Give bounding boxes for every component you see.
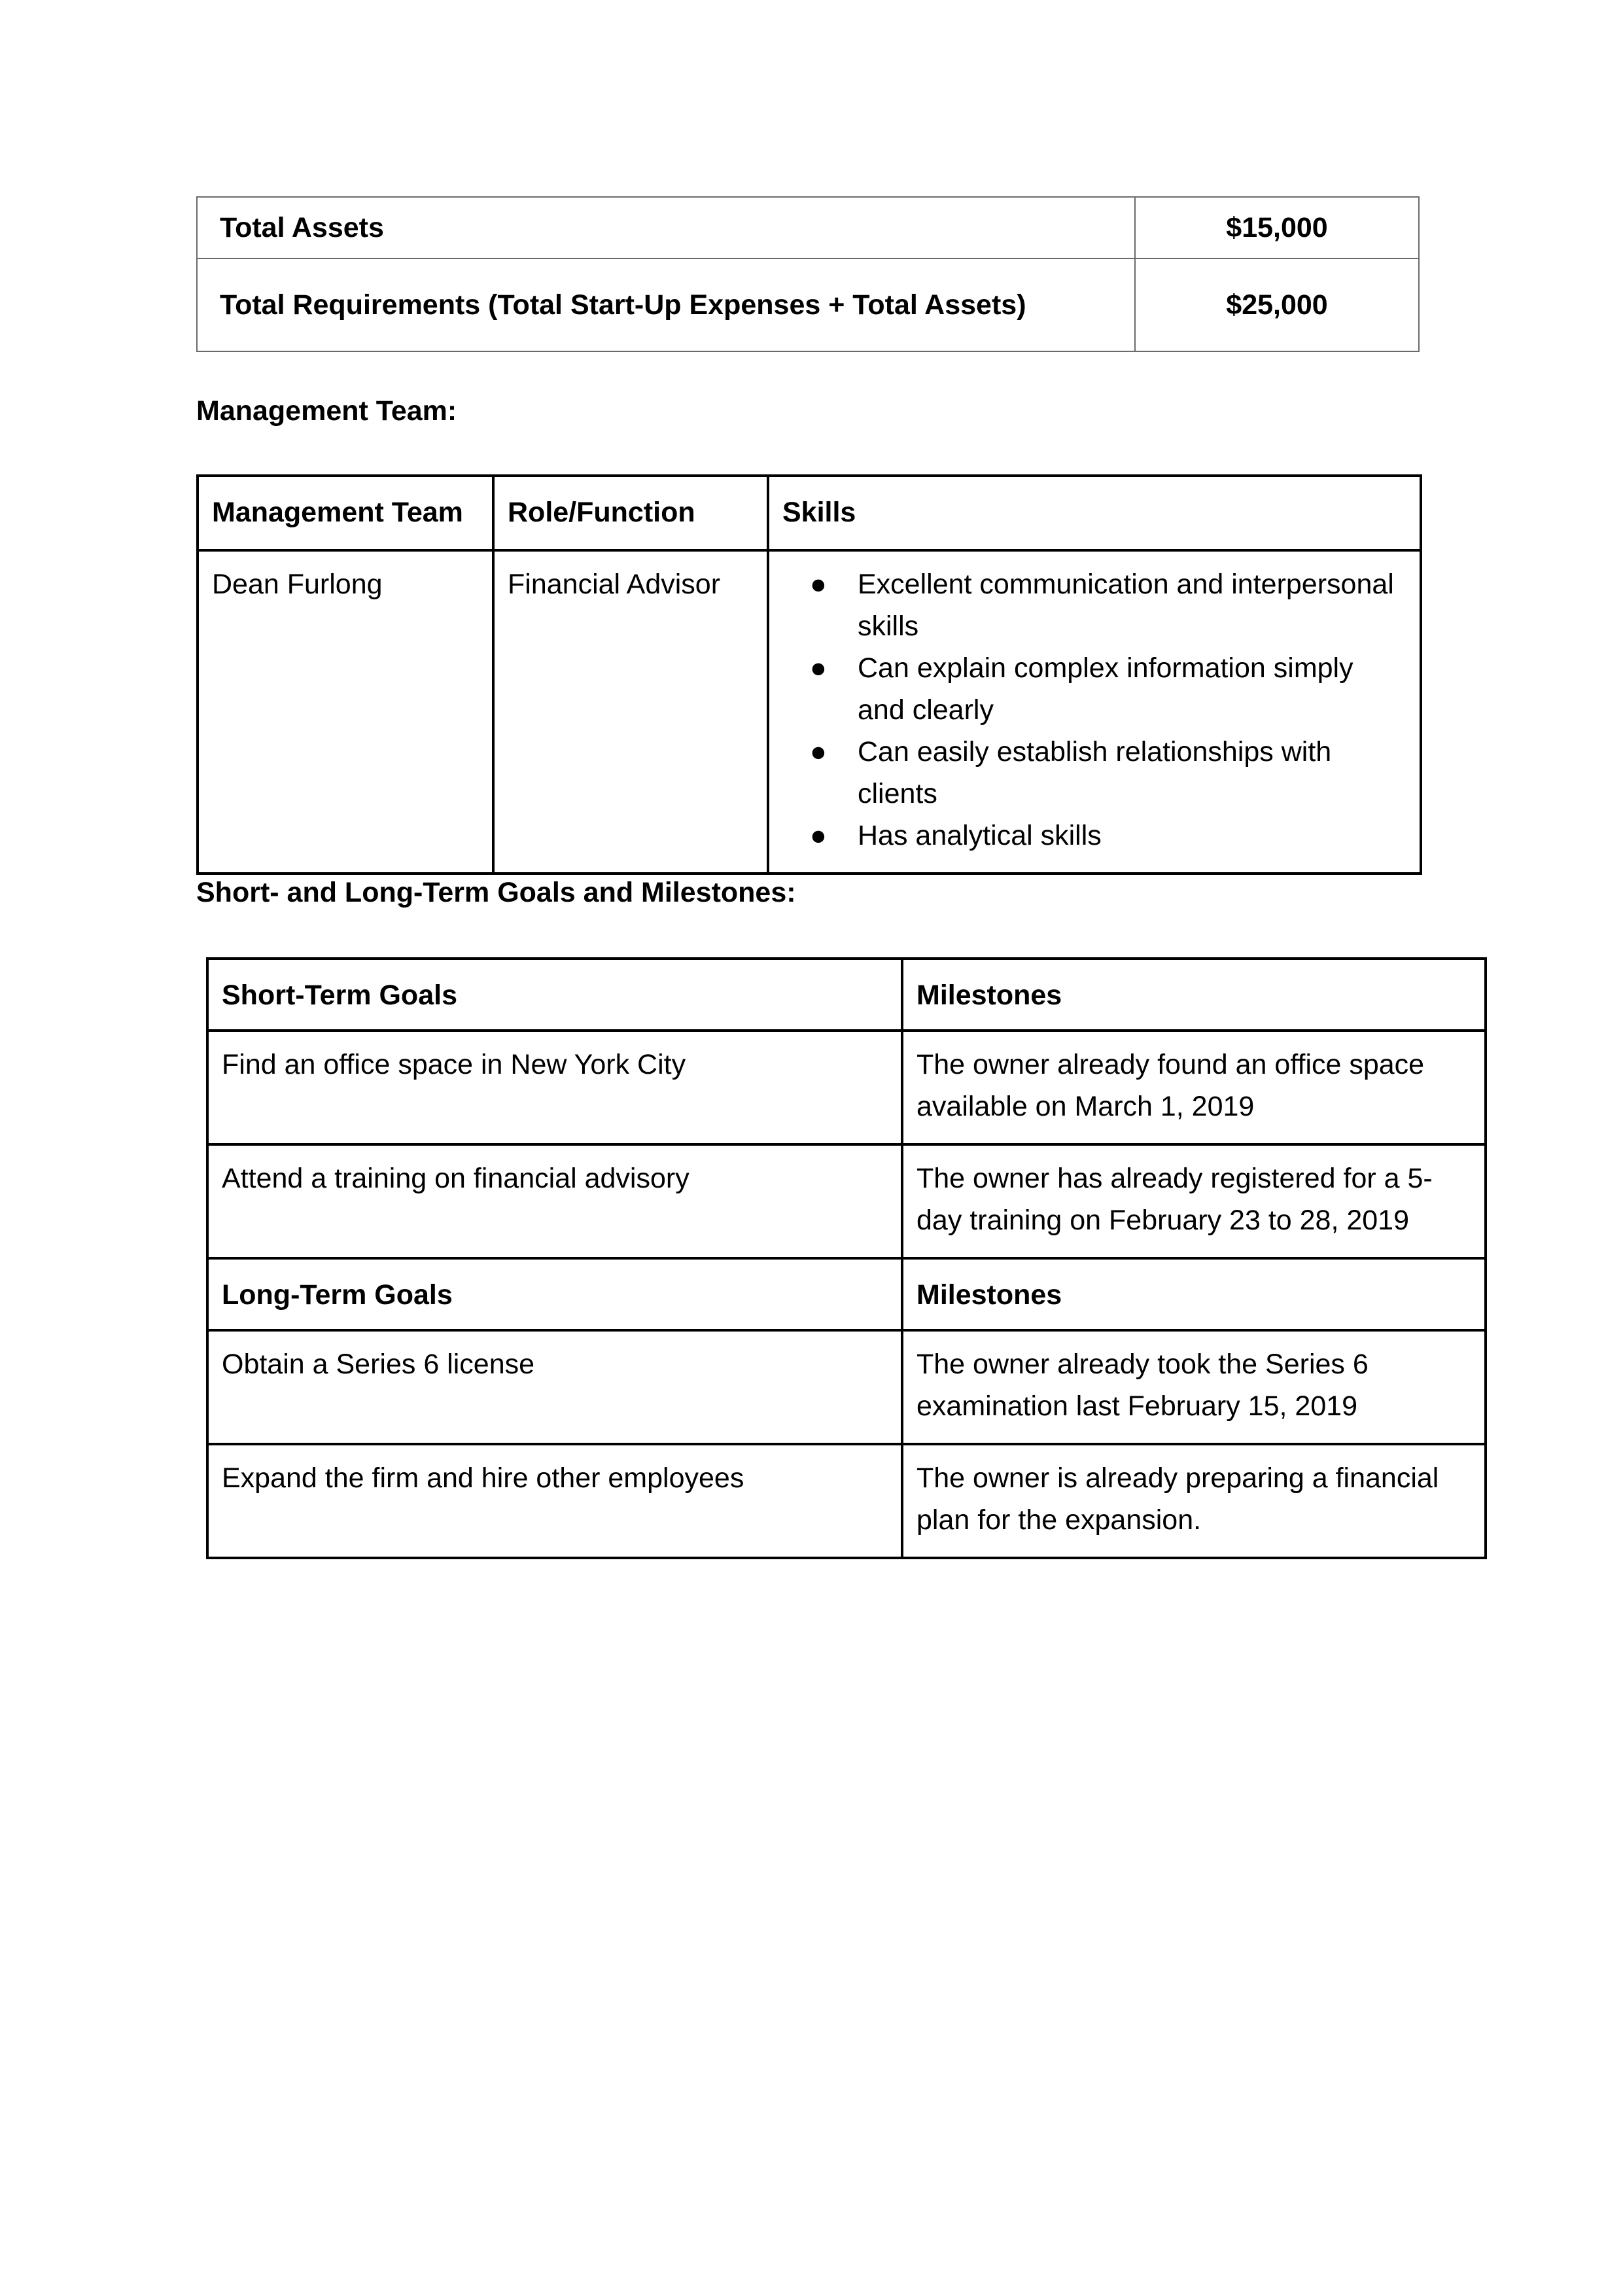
member-name-cell: Dean Furlong	[198, 550, 493, 874]
goal-cell: Attend a training on financial advisory	[207, 1144, 902, 1258]
column-header: Long-Term Goals	[207, 1258, 902, 1330]
list-item	[782, 815, 1406, 857]
table-row	[197, 197, 1419, 258]
table-row	[207, 1444, 1486, 1558]
table-row	[207, 1330, 1486, 1444]
table-row	[207, 1031, 1486, 1144]
member-skills-cell	[768, 550, 1421, 874]
column-header: Short-Term Goals	[207, 959, 902, 1031]
goal-cell: Expand the firm and hire other employees	[207, 1444, 902, 1558]
skills-list	[782, 563, 1406, 857]
goals-milestones-table	[206, 957, 1487, 1559]
column-header: Skills	[768, 476, 1421, 550]
milestone-cell: The owner already took the Series 6 examination last February 15, 2019	[902, 1330, 1486, 1444]
column-header: Milestones	[902, 959, 1486, 1031]
goals-milestones-heading: Short- and Long-Term Goals and Milestones:	[196, 877, 796, 908]
column-header: Management Team	[198, 476, 493, 550]
member-role-cell: Financial Advisor	[493, 550, 768, 874]
skill-text: Has analytical skills	[858, 820, 1102, 851]
management-team-heading: Management Team:	[196, 395, 457, 427]
list-item	[782, 563, 1406, 647]
milestone-cell: The owner is already preparing a financial plan for the expansion.	[902, 1444, 1486, 1558]
management-team-table	[196, 474, 1422, 875]
milestone-cell: The owner already found an office space available on March 1, 2019	[902, 1031, 1486, 1144]
bullet-icon: ●	[810, 652, 827, 684]
goal-cell: Find an office space in New York City	[207, 1031, 902, 1144]
table-header-row	[198, 476, 1421, 550]
summary-amount-cell: $25,000	[1135, 258, 1419, 351]
summary-label-cell: Total Assets	[197, 197, 1135, 258]
list-item	[782, 647, 1406, 731]
bullet-icon: ●	[810, 820, 827, 851]
table-header-row	[207, 959, 1486, 1031]
milestone-cell: The owner has already registered for a 5-day training on February 23 to 28, 2019	[902, 1144, 1486, 1258]
column-header: Role/Function	[493, 476, 768, 550]
table-row	[197, 258, 1419, 351]
table-row	[207, 1144, 1486, 1258]
skill-text: Excellent communication and interpersonal skills	[858, 569, 1394, 642]
summary-label-cell: Total Requirements (Total Start-Up Expenses + Total Assets)	[197, 258, 1135, 351]
skill-text: Can explain complex information simply and clearly	[858, 652, 1353, 726]
bullet-icon: ●	[810, 736, 827, 768]
column-header: Milestones	[902, 1258, 1486, 1330]
skill-text: Can easily establish relationships with clients	[858, 736, 1332, 809]
summary-amount-cell: $15,000	[1135, 197, 1419, 258]
table-row	[198, 550, 1421, 874]
table-header-row	[207, 1258, 1486, 1330]
list-item	[782, 731, 1406, 815]
goal-cell: Obtain a Series 6 license	[207, 1330, 902, 1444]
requirements-summary-table	[196, 196, 1420, 352]
bullet-icon: ●	[810, 569, 827, 600]
